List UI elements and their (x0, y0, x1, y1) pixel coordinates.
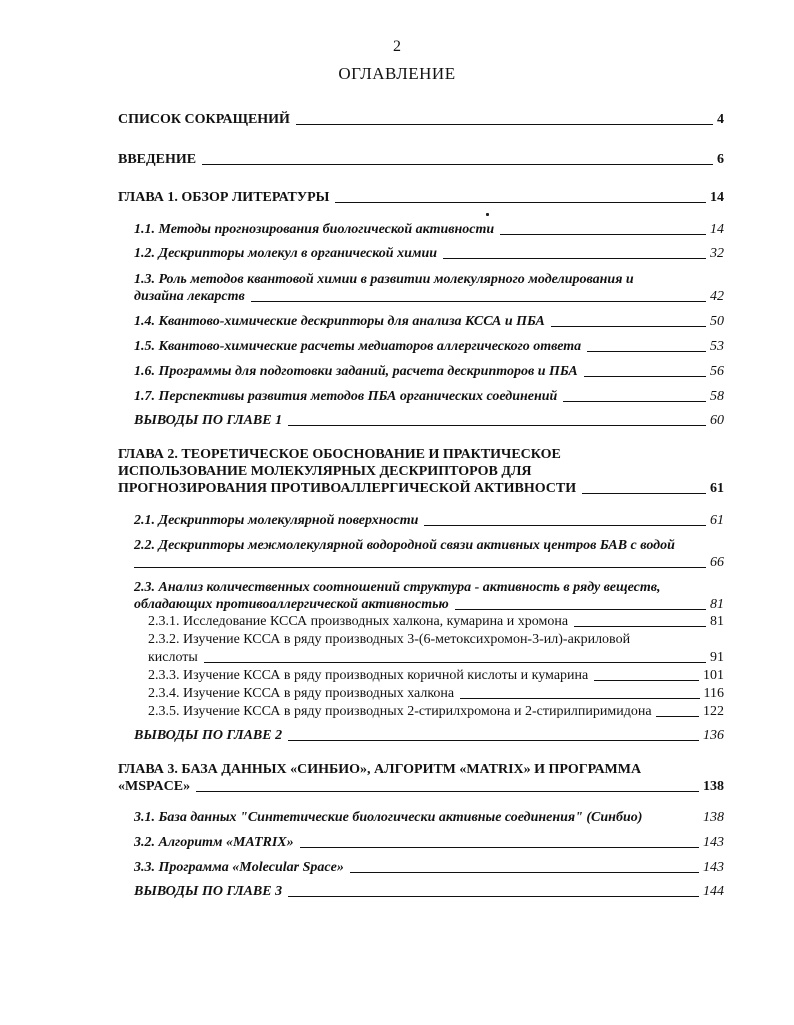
toc-entry-page: 81 (710, 597, 724, 612)
scan-speck (486, 213, 489, 216)
toc-entry-text: 2.3.5. Изучение КССА в ряду производных 2-стирилхромона и 2-стирилпиримидона (148, 704, 652, 719)
toc-entry-text: 1.6. Программы для подготовки заданий, расчета дескрипторов и ПБА (134, 364, 578, 379)
toc-entry-chapter-3 (118, 779, 724, 795)
leader-line (584, 376, 706, 377)
leader-line (300, 847, 699, 848)
toc-entry-text: 1.7. Перспективы развития методов ПБА органических соединений (134, 389, 558, 404)
toc-entry-1-7 (134, 389, 724, 405)
toc-entry-3-1 (134, 810, 724, 826)
toc-entry-text: ВЫВОДЫ ПО ГЛАВЕ 1 (134, 413, 283, 428)
toc-entry-page: 32 (710, 246, 724, 261)
toc-entry-page: 4 (717, 112, 724, 127)
toc-entry-page: 101 (703, 668, 724, 683)
toc-entry-text: 3.1. База данных "Синтетические биологически активные соединения" (Синбио) (134, 810, 643, 825)
leader-line (424, 525, 706, 526)
leader-line (443, 258, 706, 259)
leader-line (204, 662, 706, 663)
toc-entry-text: ПРОГНОЗИРОВАНИЯ ПРОТИВОАЛЛЕРГИЧЕСКОЙ АКТИВНОСТИ (118, 481, 577, 496)
toc-entry-page: 56 (710, 364, 724, 379)
toc-entry-1-5 (134, 339, 724, 355)
toc-entry-text: 2.3.3. Изучение КССА в ряду производных коричной кислоты и кумарина (148, 668, 589, 683)
toc-entry-page: 143 (703, 860, 724, 875)
leader-line (460, 698, 699, 699)
toc-entry-text: обладающих противоаллергической активностью (134, 597, 449, 612)
toc-entry-2-3-5 (148, 704, 724, 720)
toc-entry-3-3 (134, 860, 724, 876)
toc-entry-chapter-2 (118, 481, 724, 497)
toc-entry-page: 66 (710, 555, 724, 570)
toc-entry-page: 60 (710, 413, 724, 428)
toc-entry-text: 1.1. Методы прогнозирования биологической активности (134, 222, 495, 237)
toc-entry-text: 3.3. Программа «Molecular Space» (134, 860, 344, 875)
toc-entry-2-3-2-line1: 2.3.2. Изучение КССА в ряду производных 3-(6-метоксихромон-3-ил)-акриловой (148, 632, 631, 647)
toc-entry-text: СПИСОК СОКРАЩЕНИЙ (118, 112, 290, 127)
leader-line (196, 791, 699, 792)
toc-entry-text: 2.1. Дескрипторы молекулярной поверхности (134, 513, 419, 528)
toc-entry-2-2 (134, 555, 724, 571)
toc-entry-chapter-1 (118, 190, 724, 206)
toc-entry-2-3-1 (148, 614, 724, 630)
toc-entry-2-3-2 (148, 650, 724, 666)
toc-entry-page: 138 (703, 779, 724, 794)
toc-entry-text: ВВЕДЕНИЕ (118, 152, 197, 167)
toc-entry-text: дизайна лекарств (134, 289, 245, 304)
toc-entry-page: 6 (717, 152, 724, 167)
leader-line (587, 351, 706, 352)
leader-line (251, 301, 706, 302)
toc-entry-text: ГЛАВА 1. ОБЗОР ЛИТЕРАТУРЫ (118, 190, 330, 205)
toc-entry-1-2 (134, 246, 724, 262)
toc-entry-1-1 (134, 222, 724, 238)
leader-line (134, 567, 706, 568)
toc-entry-text: 2.3.1. Исследование КССА производных халкона, кумарина и хромона (148, 614, 569, 629)
toc-entry-page: 53 (710, 339, 724, 354)
toc-entry-chapter-2-line2: ИСПОЛЬЗОВАНИЕ МОЛЕКУЛЯРНЫХ ДЕСКРИПТОРОВ ДЛЯ (118, 464, 532, 479)
leader-line (350, 872, 699, 873)
leader-line (296, 124, 713, 125)
toc-entry-1-4 (134, 314, 724, 330)
toc-entry-1-3 (134, 289, 724, 305)
toc-entry-page: 50 (710, 314, 724, 329)
toc-entry-page: 144 (703, 884, 724, 899)
toc-entry-page: 143 (703, 835, 724, 850)
leader-line (455, 609, 706, 610)
toc-entry-page: 58 (710, 389, 724, 404)
toc-entry-text: 1.5. Квантово-химические расчеты медиаторов аллергического ответа (134, 339, 582, 354)
page-number: 2 (393, 38, 401, 55)
toc-entry-page: 14 (710, 222, 724, 237)
toc-entry-conclusions-3 (134, 884, 724, 900)
toc-entry-text: 1.4. Квантово-химические дескрипторы для анализа КССА и ПБА (134, 314, 545, 329)
leader-line (582, 493, 706, 494)
toc-entry-chapter-3-line1: ГЛАВА 3. БАЗА ДАННЫХ «СИНБИО», АЛГОРИТМ «MATRIX» И ПРОГРАММА (118, 762, 642, 777)
toc-entry-page: 61 (710, 513, 724, 528)
toc-entry-1-6 (134, 364, 724, 380)
toc-entry-page: 81 (710, 614, 724, 629)
leader-line (574, 626, 706, 627)
toc-entry-text: ВЫВОДЫ ПО ГЛАВЕ 3 (134, 884, 283, 899)
toc-entry-text: 1.2. Дескрипторы молекул в органической химии (134, 246, 438, 261)
toc-entry-page: 14 (710, 190, 724, 205)
leader-line (551, 326, 706, 327)
toc-entry-abbreviations (118, 112, 724, 128)
toc-entry-conclusions-2 (134, 728, 724, 744)
toc-entry-text: 3.2. Алгоритм «MATRIX» (134, 835, 294, 850)
toc-entry-introduction (118, 152, 724, 168)
toc-entry-text: ВЫВОДЫ ПО ГЛАВЕ 2 (134, 728, 283, 743)
toc-entry-2-3 (134, 597, 724, 613)
leader-line (656, 716, 699, 717)
toc-entry-text: 2.3.4. Изучение КССА в ряду производных халкона (148, 686, 455, 701)
toc-entry-page: 116 (703, 686, 724, 701)
leader-line (594, 680, 699, 681)
leader-line (288, 425, 706, 426)
toc-entry-3-2 (134, 835, 724, 851)
toc-entry-2-3-4 (148, 686, 724, 702)
toc-entry-page: 138 (703, 810, 724, 825)
toc-entry-2-3-line1: 2.3. Анализ количественных соотношений структура - активность в ряду веществ, (134, 580, 661, 595)
leader-line (288, 896, 699, 897)
toc-entry-page: 136 (703, 728, 724, 743)
toc-entry-1-3-line1: 1.3. Роль методов квантовой химии в развитии молекулярного моделирования и (134, 272, 634, 287)
toc-entry-page: 91 (710, 650, 724, 665)
toc-entry-page: 122 (703, 704, 724, 719)
page-title: ОГЛАВЛЕНИЕ (338, 64, 456, 83)
toc-entry-2-1 (134, 513, 724, 529)
toc-entry-page: 42 (710, 289, 724, 304)
toc-entry-2-3-3 (148, 668, 724, 684)
toc-entry-chapter-2-line1: ГЛАВА 2. ТЕОРЕТИЧЕСКОЕ ОБОСНОВАНИЕ И ПРАКТИЧЕСКОЕ (118, 447, 561, 462)
toc-entry-page: 61 (710, 481, 724, 496)
leader-line (500, 234, 706, 235)
leader-line (202, 164, 713, 165)
toc-entry-text: «MSPACE» (118, 779, 191, 794)
toc-entry-text: кислоты (148, 650, 198, 665)
leader-line (288, 740, 699, 741)
leader-line (335, 202, 706, 203)
toc-entry-conclusions-1 (134, 413, 724, 429)
toc-entry-2-2-line1: 2.2. Дескрипторы межмолекулярной водородной связи активных центров БАВ с водой (134, 538, 675, 553)
leader-line (563, 401, 706, 402)
